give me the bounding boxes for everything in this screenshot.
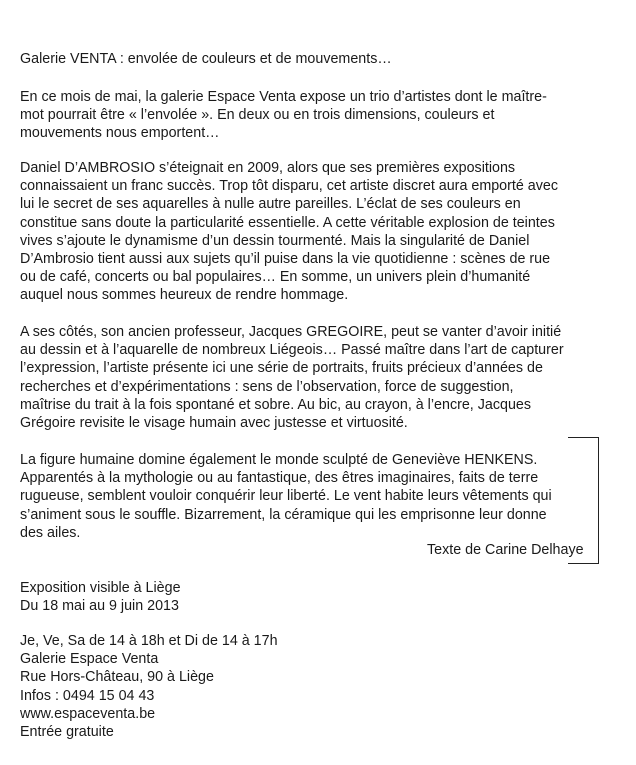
text-line: mouvements nous emportent… [20, 125, 220, 142]
paragraph-henkens [20, 451, 620, 542]
venue-name: Galerie Espace Venta [20, 651, 159, 668]
phone-info: Infos : 0494 15 04 43 [20, 687, 155, 704]
paragraph-gregoire [20, 323, 620, 432]
text-line: Apparentés à la mythologie ou au fantastique, des êtres imaginaires, faits de terre [20, 470, 539, 487]
exhibition-period: Du 18 mai au 9 juin 2013 [20, 598, 179, 615]
text-line: connaissaient un franc succès. Trop tôt disparu, cet artiste discret aura emporté avec [20, 178, 558, 195]
text-line: mot pourrait être « l’envolée ». En deux ou en trois dimensions, couleurs et [20, 107, 495, 124]
exhibition-location: Exposition visible à Liège [20, 580, 181, 596]
text-line: au dessin et à l’aquarelle de nombreux Liégeois… Passé maître dans l’art de capturer [20, 342, 564, 359]
text-line: des ailes. [20, 524, 81, 541]
text-line: La figure humaine domine également le monde sculpté de Geneviève HENKENS. [20, 452, 538, 468]
article-title: Galerie VENTA : envolée de couleurs et de mouvements… [20, 51, 392, 67]
text-line: Daniel D’AMBROSIO s’éteignait en 2009, alors que ses premières expositions [20, 160, 516, 176]
opening-hours: Je, Ve, Sa de 14 à 18h et Di de 14 à 17h [20, 633, 278, 649]
exhibition-dates [20, 579, 620, 615]
practical-info [20, 632, 620, 741]
paragraph-intro [20, 88, 620, 143]
venue-address: Rue Hors-Château, 90 à Liège [20, 669, 214, 686]
author-credit: Texte de Carine Delhaye [427, 542, 584, 558]
text-line: recherches et d’expérimentations : sens de l’observation, force de suggestion, [20, 378, 514, 395]
website-link[interactable]: www.espaceventa.be [20, 705, 156, 722]
text-line: A ses côtés, son ancien professeur, Jacques GREGOIRE, peut se vanter d’avoir initié [20, 324, 562, 340]
paragraph-dambrosio [20, 159, 620, 305]
entry-info: Entrée gratuite [20, 724, 114, 741]
text-line: auquel nous sommes heureux de rendre hommage. [20, 287, 349, 304]
text-line: constitue sans doute la particularité essentielle. A cette véritable explosion de teintes [20, 214, 555, 231]
text-line: D’Ambrosio tient aussi aux sujets qu’il puise dans la vie quotidienne : scènes de rue [20, 251, 551, 268]
text-line: En ce mois de mai, la galerie Espace Venta expose un trio d’artistes dont le maître- [20, 89, 547, 105]
text-line: l’expression, l’artiste présente ici une série de portraits, fruits précieux d’années de [20, 360, 543, 377]
text-line: maîtrise du trait à la fois spontané et sobre. Au bic, au crayon, à l’encre, Jacques [20, 396, 531, 413]
text-line: Grégoire revisite le visage humain avec justesse et virtuosité. [20, 415, 408, 432]
text-line: s’animent sous le souffle. Bizarrement, la céramique qui les emprisonne leur donne [20, 506, 547, 523]
text-line: ou de café, concerts ou bal populaires… En somme, un univers plein d’humanité [20, 269, 531, 286]
text-line: lui le secret de ses aquarelles à nulle autre pareilles. L’éclat de ses couleurs en [20, 196, 521, 213]
text-line: vives s’ajoute le dynamisme d’un dessin tourmenté. Mais la singularité de Daniel [20, 232, 530, 249]
text-line: rugueuse, semblent vouloir conquérir leur liberté. Le vent habite leurs vêtements qui [20, 488, 552, 505]
